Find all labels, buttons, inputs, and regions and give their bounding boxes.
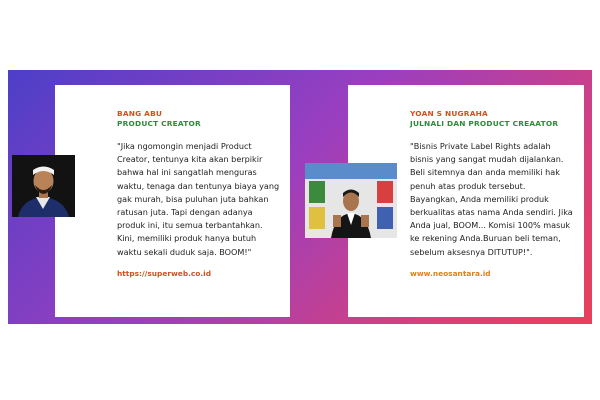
testimonial-name: YOAN S NUGRAHA xyxy=(410,109,488,118)
person-portrait-with-banner-icon xyxy=(305,163,397,238)
testimonial-card-1 xyxy=(55,85,290,317)
person-portrait-icon xyxy=(12,155,75,217)
testimonial-name: BANG ABU xyxy=(117,109,163,118)
testimonial-link[interactable]: https://superweb.co.id xyxy=(117,268,212,278)
testimonial-quote: "Jika ngomongin menjadi Product Creator, tentunya kita akan berpikir bahwa hal ini sangatlah menguras waktu, tenaga dan tentunya biaya yang gak murah, bisa puluhan juta bahkan ratusan juta. Tapi dengan adanya produk ini, itu semua terbantahkan. Kini, memiliki produk hanya butuh waktu sekali duduk saja. BOOM!" xyxy=(117,141,280,257)
testimonial-link[interactable]: www.neosantara.id xyxy=(410,268,491,278)
testimonial-quote: "Bisnis Private Label Rights adalah bisnis yang sangat mudah dijalankan. Beli sitemnya dan anda memiliki hak penuh atas produk tersebut. Bayangkan, Anda memiliki produk berkualitas atas nama Anda sendiri. Jika Anda jual, BOOM... Komisi 100% masuk ke rekening Anda.Buruan beli teman, sebelum aksesnya DITUTUP!". xyxy=(410,141,573,257)
testimonial-role: JULNALI DAN PRODUCT CREAATOR xyxy=(410,119,559,128)
testimonial-role: PRODUCT CREATOR xyxy=(117,119,201,128)
testimonial-photo-1 xyxy=(12,155,75,217)
testimonial-photo-2 xyxy=(305,163,397,238)
